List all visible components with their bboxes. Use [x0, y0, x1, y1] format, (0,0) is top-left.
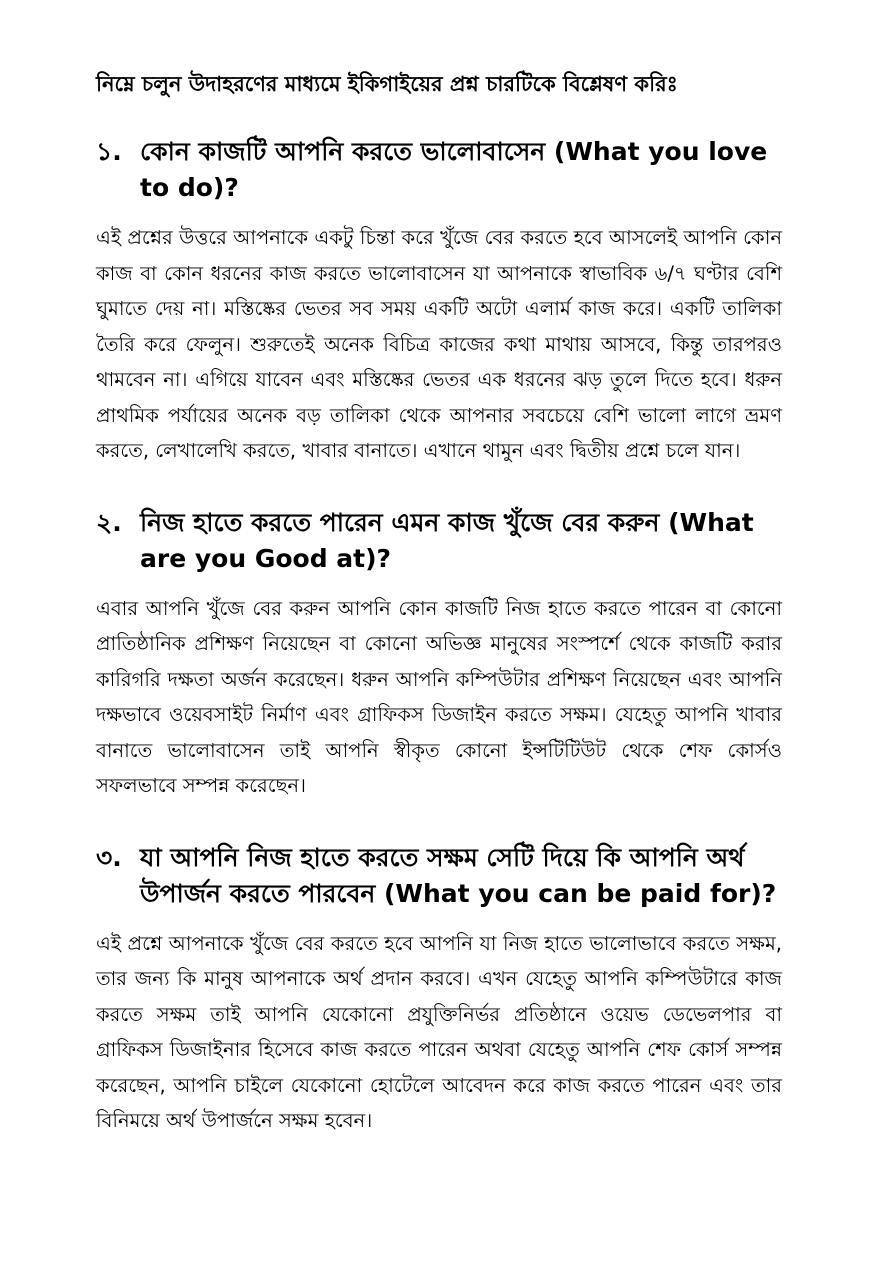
section-title: যা আপনি নিজ হাতে করতে সক্ষম সেটি দিয়ে কি আপনি অর্থ উপার্জন করতে পারবেন (What you can be paid for)? — [140, 842, 777, 908]
section-2 — [96, 505, 782, 804]
section-heading — [96, 840, 782, 912]
section-1 — [96, 134, 782, 469]
section-number: ২. — [96, 507, 122, 537]
section-body: এবার আপনি খুঁজে বের করুন আপনি কোন কাজটি নিজ হাতে করতে পারেন বা কোনো প্রাতিষ্ঠানিক প্রশিক্ষণ নিয়েছেন বা কোনো অভিজ্ঞ মানুষের সংস্পর্শে থেকে কাজটি করার কারিগরি দক্ষতা অর্জন করেছেন। ধরুন আপনি কম্পিউটার প্রশিক্ষণ নিয়েছেন এবং আপনি দক্ষভাবে ওয়েবসাইট নির্মাণ এবং গ্রাফিকস ডিজাইন করতে সক্ষম। যেহেতু আপনি খাবার বানাতে ভালোবাসেন তাই আপনি স্বীকৃত কোনো ইন্সটিটিউট থেকে শেফ কোর্সও সফলভাবে সম্পন্ন করেছেন। — [96, 596, 782, 797]
section-title: কোন কাজটি আপনি করতে ভালোবাসেন (What you love to do)? — [140, 137, 768, 202]
intro-text: নিম্নে চলুন উদাহরণের মাধ্যমে ইকিগাইয়ের প্রশ্ন চারটিকে বিশ্লেষণ করিঃ — [96, 72, 678, 96]
section-heading — [96, 505, 782, 577]
section-title: নিজ হাতে করতে পারেন এমন কাজ খুঁজে বের করুন (What are you Good at)? — [140, 507, 754, 573]
section-body: এই প্রশ্নের উত্তরে আপনাকে একটু চিন্তা করে খুঁজে বের করতে হবে আসলেই আপনি কোন কাজ বা কোন ধরনের কাজ করতে ভালোবাসেন যা আপনাকে স্বাভাবিক ৬/৭ ঘণ্টার বেশি ঘুমাতে দেয় না। মস্তিষ্কের ভেতর সব সময় একটি অটো এলার্ম কাজ করে। একটি তালিকা তৈরি করে ফেলুন। শুরুতেই অনেক বিচিত্র কাজের কথা মাথায় আসবে, কিন্তু তারপরও থামবেন না। এগিয়ে যাবেন এবং মস্তিষ্কের ভেতর এক ধরনের ঝড় তুলে দিতে হবে। ধরুন প্রাথমিক পর্যায়ের অনেক বড় তালিকা থেকে আপনার সবচেয়ে বেশি ভালো লাগে ভ্রমণ করতে, লেখালেখি করতে, খাবার বানাতে। এখানে থামুন এবং দ্বিতীয় প্রশ্নে চলে যান। — [96, 226, 782, 462]
section-number: ১. — [96, 137, 122, 166]
section-heading — [96, 134, 782, 206]
section-3 — [96, 840, 782, 1139]
section-body: এই প্রশ্নে আপনাকে খুঁজে বের করতে হবে আপনি যা নিজ হাতে ভালোভাবে করতে সক্ষম, তার জন্য কি মানুষ আপনাকে অর্থ প্রদান করবে। এখন যেহেতু আপনি কম্পিউটারে কাজ করতে সক্ষম তাই আপনি যেকোনো প্রযুক্তিনির্ভর প্রতিষ্ঠানে ওয়েভ ডেভেলপার বা গ্রাফিকস ডিজাইনার হিসেবে কাজ করতে পারেন অথবা যেহেতু আপনি শেফ কোর্স সম্পন্ন করেছেন, আপনি চাইলে যেকোনো হোটেলে আবেদন করে কাজ করতে পারেন এবং তার বিনিময়ে অর্থ উপার্জনে সক্ষম হবেন। — [96, 931, 783, 1132]
section-number: ৩. — [96, 842, 122, 872]
